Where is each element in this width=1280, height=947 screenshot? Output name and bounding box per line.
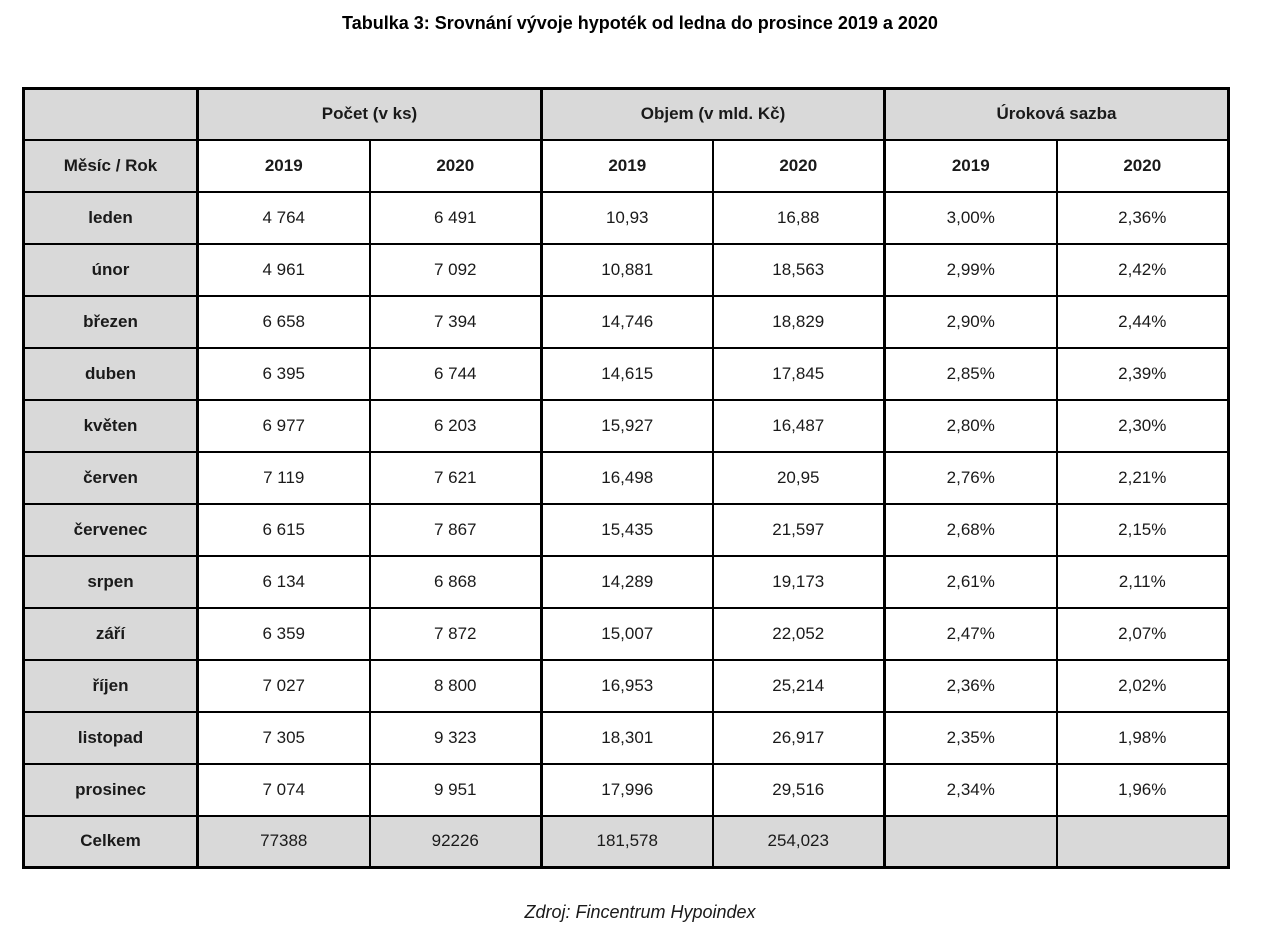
group-header-row bbox=[24, 89, 1229, 140]
value-cell: 7 394 bbox=[370, 296, 542, 348]
month-cell: říjen bbox=[24, 660, 198, 712]
value-cell: 6 491 bbox=[370, 192, 542, 244]
table-header bbox=[24, 89, 1229, 192]
table-row bbox=[24, 348, 1229, 400]
value-cell: 26,917 bbox=[713, 712, 885, 764]
value-cell: 2,11% bbox=[1057, 556, 1229, 608]
year-header: 2020 bbox=[713, 140, 885, 192]
year-header: 2020 bbox=[1057, 140, 1229, 192]
table-row bbox=[24, 608, 1229, 660]
value-cell: 20,95 bbox=[713, 452, 885, 504]
table-row bbox=[24, 556, 1229, 608]
month-cell: prosinec bbox=[24, 764, 198, 816]
total-value-cell bbox=[1057, 816, 1229, 868]
total-row bbox=[24, 816, 1229, 868]
value-cell: 29,516 bbox=[713, 764, 885, 816]
value-cell: 7 092 bbox=[370, 244, 542, 296]
value-cell: 6 359 bbox=[198, 608, 370, 660]
year-header: 2019 bbox=[198, 140, 370, 192]
table-row bbox=[24, 504, 1229, 556]
table-row bbox=[24, 764, 1229, 816]
value-cell: 2,42% bbox=[1057, 244, 1229, 296]
value-cell: 19,173 bbox=[713, 556, 885, 608]
total-value-cell bbox=[885, 816, 1057, 868]
month-cell: únor bbox=[24, 244, 198, 296]
value-cell: 7 074 bbox=[198, 764, 370, 816]
total-value-cell: 181,578 bbox=[542, 816, 713, 868]
table-row bbox=[24, 296, 1229, 348]
value-cell: 16,953 bbox=[542, 660, 713, 712]
value-cell: 14,746 bbox=[542, 296, 713, 348]
value-cell: 2,21% bbox=[1057, 452, 1229, 504]
group-header-urokova: Úroková sazba bbox=[885, 89, 1229, 140]
total-label-cell: Celkem bbox=[24, 816, 198, 868]
value-cell: 7 621 bbox=[370, 452, 542, 504]
value-cell: 17,845 bbox=[713, 348, 885, 400]
value-cell: 2,02% bbox=[1057, 660, 1229, 712]
value-cell: 2,80% bbox=[885, 400, 1057, 452]
value-cell: 6 977 bbox=[198, 400, 370, 452]
value-cell: 15,927 bbox=[542, 400, 713, 452]
value-cell: 2,47% bbox=[885, 608, 1057, 660]
value-cell: 14,289 bbox=[542, 556, 713, 608]
value-cell: 4 961 bbox=[198, 244, 370, 296]
value-cell: 6 395 bbox=[198, 348, 370, 400]
year-header: 2020 bbox=[370, 140, 542, 192]
value-cell: 2,30% bbox=[1057, 400, 1229, 452]
table-row bbox=[24, 452, 1229, 504]
group-header-pocet: Počet (v ks) bbox=[198, 89, 542, 140]
value-cell: 1,98% bbox=[1057, 712, 1229, 764]
month-cell: červen bbox=[24, 452, 198, 504]
table-row bbox=[24, 400, 1229, 452]
value-cell: 2,36% bbox=[1057, 192, 1229, 244]
value-cell: 6 658 bbox=[198, 296, 370, 348]
month-cell: květen bbox=[24, 400, 198, 452]
value-cell: 2,68% bbox=[885, 504, 1057, 556]
table-body bbox=[24, 192, 1229, 816]
table-row bbox=[24, 244, 1229, 296]
month-cell: listopad bbox=[24, 712, 198, 764]
value-cell: 16,498 bbox=[542, 452, 713, 504]
value-cell: 7 867 bbox=[370, 504, 542, 556]
value-cell: 21,597 bbox=[713, 504, 885, 556]
value-cell: 2,61% bbox=[885, 556, 1057, 608]
value-cell: 8 800 bbox=[370, 660, 542, 712]
value-cell: 2,39% bbox=[1057, 348, 1229, 400]
value-cell: 18,829 bbox=[713, 296, 885, 348]
value-cell: 2,35% bbox=[885, 712, 1057, 764]
value-cell: 22,052 bbox=[713, 608, 885, 660]
corner-label-cell: Měsíc / Rok bbox=[24, 140, 198, 192]
source-caption: Zdroj: Fincentrum Hypoindex bbox=[524, 902, 756, 922]
total-value-cell: 77388 bbox=[198, 816, 370, 868]
value-cell: 16,88 bbox=[713, 192, 885, 244]
table-footer bbox=[24, 816, 1229, 868]
value-cell: 2,44% bbox=[1057, 296, 1229, 348]
month-cell: březen bbox=[24, 296, 198, 348]
year-header: 2019 bbox=[885, 140, 1057, 192]
value-cell: 4 764 bbox=[198, 192, 370, 244]
value-cell: 14,615 bbox=[542, 348, 713, 400]
value-cell: 7 119 bbox=[198, 452, 370, 504]
value-cell: 18,301 bbox=[542, 712, 713, 764]
value-cell: 1,96% bbox=[1057, 764, 1229, 816]
month-cell: duben bbox=[24, 348, 198, 400]
value-cell: 2,85% bbox=[885, 348, 1057, 400]
value-cell: 7 027 bbox=[198, 660, 370, 712]
value-cell: 6 868 bbox=[370, 556, 542, 608]
group-header-objem: Objem (v mld. Kč) bbox=[542, 89, 885, 140]
value-cell: 15,435 bbox=[542, 504, 713, 556]
corner-empty-cell bbox=[24, 89, 198, 140]
month-cell: červenec bbox=[24, 504, 198, 556]
table-title: Tabulka 3: Srovnání vývoje hypoték od ledna do prosince 2019 a 2020 bbox=[342, 13, 938, 33]
value-cell: 6 744 bbox=[370, 348, 542, 400]
value-cell: 2,36% bbox=[885, 660, 1057, 712]
value-cell: 2,15% bbox=[1057, 504, 1229, 556]
month-cell: srpen bbox=[24, 556, 198, 608]
value-cell: 15,007 bbox=[542, 608, 713, 660]
value-cell: 2,34% bbox=[885, 764, 1057, 816]
year-header: 2019 bbox=[542, 140, 713, 192]
table-row bbox=[24, 712, 1229, 764]
total-value-cell: 92226 bbox=[370, 816, 542, 868]
table-row bbox=[24, 192, 1229, 244]
value-cell: 6 615 bbox=[198, 504, 370, 556]
value-cell: 2,76% bbox=[885, 452, 1057, 504]
value-cell: 2,90% bbox=[885, 296, 1057, 348]
value-cell: 18,563 bbox=[713, 244, 885, 296]
value-cell: 9 323 bbox=[370, 712, 542, 764]
value-cell: 25,214 bbox=[713, 660, 885, 712]
month-cell: září bbox=[24, 608, 198, 660]
value-cell: 3,00% bbox=[885, 192, 1057, 244]
total-value-cell: 254,023 bbox=[713, 816, 885, 868]
value-cell: 7 872 bbox=[370, 608, 542, 660]
value-cell: 17,996 bbox=[542, 764, 713, 816]
value-cell: 2,07% bbox=[1057, 608, 1229, 660]
mortgage-comparison-table bbox=[22, 87, 1230, 869]
value-cell: 9 951 bbox=[370, 764, 542, 816]
value-cell: 6 203 bbox=[370, 400, 542, 452]
year-header-row bbox=[24, 140, 1229, 192]
value-cell: 7 305 bbox=[198, 712, 370, 764]
value-cell: 16,487 bbox=[713, 400, 885, 452]
value-cell: 10,93 bbox=[542, 192, 713, 244]
month-cell: leden bbox=[24, 192, 198, 244]
value-cell: 2,99% bbox=[885, 244, 1057, 296]
value-cell: 10,881 bbox=[542, 244, 713, 296]
value-cell: 6 134 bbox=[198, 556, 370, 608]
table-row bbox=[24, 660, 1229, 712]
